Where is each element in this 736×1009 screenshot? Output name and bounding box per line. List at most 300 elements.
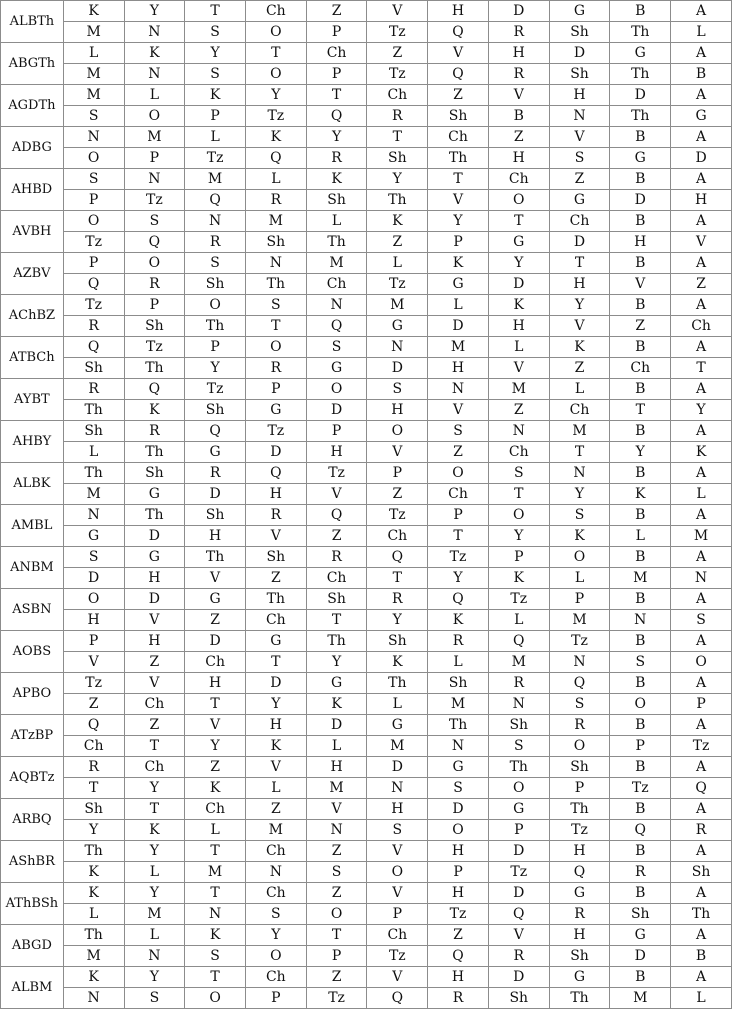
letter-cell: Ch bbox=[124, 757, 185, 778]
letter-cell: Y bbox=[245, 85, 306, 106]
letter-cell: V bbox=[671, 232, 732, 253]
letter-cell: R bbox=[367, 589, 428, 610]
letter-cell: B bbox=[488, 106, 549, 127]
letter-cell: P bbox=[124, 295, 185, 316]
letter-cell: Tz bbox=[63, 232, 124, 253]
letter-cell: D bbox=[367, 358, 428, 379]
letter-cell: T bbox=[245, 652, 306, 673]
letter-cell: A bbox=[671, 463, 732, 484]
letter-cell: Th bbox=[306, 232, 367, 253]
letter-cell: Sh bbox=[306, 190, 367, 211]
letter-cell: G bbox=[549, 967, 610, 988]
row-group-label: APBO bbox=[1, 673, 64, 715]
letter-cell: Th bbox=[63, 463, 124, 484]
letter-cell: S bbox=[63, 106, 124, 127]
letter-cell: G bbox=[124, 484, 185, 505]
letter-cell: Sh bbox=[63, 421, 124, 442]
row-group-label: AVBH bbox=[1, 211, 64, 253]
letter-cell: M bbox=[245, 211, 306, 232]
letter-cell: A bbox=[671, 799, 732, 820]
letter-cell: L bbox=[488, 610, 549, 631]
letter-cell: Z bbox=[63, 694, 124, 715]
letter-cell: A bbox=[671, 421, 732, 442]
letter-cell: K bbox=[306, 169, 367, 190]
letter-cell: O bbox=[306, 904, 367, 925]
letter-cell: V bbox=[428, 400, 489, 421]
letter-cell: L bbox=[306, 211, 367, 232]
letter-cell: O bbox=[306, 379, 367, 400]
letter-cell: R bbox=[488, 946, 549, 967]
letter-cell: Sh bbox=[610, 904, 671, 925]
letter-cell: K bbox=[245, 736, 306, 757]
letter-cell: O bbox=[245, 22, 306, 43]
letter-cell: R bbox=[306, 148, 367, 169]
letter-cell: H bbox=[549, 841, 610, 862]
letter-cell: B bbox=[610, 505, 671, 526]
letter-cell: Th bbox=[306, 631, 367, 652]
table-row bbox=[1, 589, 732, 610]
letter-cell: P bbox=[367, 904, 428, 925]
letter-cell: M bbox=[63, 22, 124, 43]
letter-cell: K bbox=[610, 484, 671, 505]
letter-cell: S bbox=[428, 778, 489, 799]
letter-cell: S bbox=[124, 211, 185, 232]
letter-cell: L bbox=[549, 379, 610, 400]
letter-cell: O bbox=[124, 253, 185, 274]
letter-cell: G bbox=[428, 274, 489, 295]
letter-cell: Th bbox=[124, 358, 185, 379]
letter-cell: Y bbox=[185, 736, 246, 757]
letter-cell: R bbox=[124, 274, 185, 295]
letter-cell: Tz bbox=[306, 463, 367, 484]
letter-cell: Q bbox=[428, 946, 489, 967]
letter-cell: Ch bbox=[671, 316, 732, 337]
letter-cell: O bbox=[488, 778, 549, 799]
letter-cell: V bbox=[367, 442, 428, 463]
letter-cell: S bbox=[306, 862, 367, 883]
letter-cell: B bbox=[610, 127, 671, 148]
letter-cell: Y bbox=[610, 442, 671, 463]
row-group-label: AThBSh bbox=[1, 883, 64, 925]
table-row bbox=[1, 841, 732, 862]
letter-cell: B bbox=[610, 547, 671, 568]
letter-cell: L bbox=[185, 127, 246, 148]
letter-cell: S bbox=[185, 64, 246, 85]
letter-cell: O bbox=[245, 64, 306, 85]
table-row bbox=[1, 946, 732, 967]
letter-cell: O bbox=[549, 736, 610, 757]
letter-cell: G bbox=[428, 757, 489, 778]
letter-cell: Tz bbox=[488, 589, 549, 610]
letter-cell: T bbox=[367, 568, 428, 589]
letter-cell: T bbox=[245, 316, 306, 337]
letter-cell: A bbox=[671, 589, 732, 610]
table-row bbox=[1, 127, 732, 148]
letter-cell: Th bbox=[185, 316, 246, 337]
row-group-label: ALBTh bbox=[1, 1, 64, 43]
letter-cell: G bbox=[367, 715, 428, 736]
letter-cell: R bbox=[367, 106, 428, 127]
letter-cell: Th bbox=[610, 22, 671, 43]
letter-cell: Tz bbox=[488, 862, 549, 883]
letter-cell: Ch bbox=[245, 883, 306, 904]
letter-cell: V bbox=[245, 526, 306, 547]
letter-cell: Y bbox=[124, 778, 185, 799]
letter-cell: Th bbox=[63, 400, 124, 421]
letter-cell: A bbox=[671, 925, 732, 946]
letter-cell: Tz bbox=[610, 778, 671, 799]
letter-cell: R bbox=[185, 463, 246, 484]
letter-cell: H bbox=[306, 442, 367, 463]
letter-cell: Y bbox=[245, 925, 306, 946]
letter-cell: S bbox=[488, 463, 549, 484]
letter-cell: A bbox=[671, 379, 732, 400]
letter-cell: B bbox=[671, 946, 732, 967]
letter-cell: S bbox=[610, 652, 671, 673]
letter-cell: H bbox=[63, 610, 124, 631]
letter-cell: Th bbox=[428, 715, 489, 736]
letter-cell: M bbox=[63, 484, 124, 505]
table-row bbox=[1, 484, 732, 505]
table-row bbox=[1, 148, 732, 169]
letter-cell: P bbox=[306, 22, 367, 43]
table-row bbox=[1, 778, 732, 799]
letter-cell: K bbox=[488, 295, 549, 316]
letter-cell: M bbox=[488, 379, 549, 400]
table-row bbox=[1, 85, 732, 106]
letter-cell: T bbox=[367, 127, 428, 148]
letter-cell: N bbox=[306, 295, 367, 316]
letter-cell: A bbox=[671, 631, 732, 652]
letter-cell: K bbox=[671, 442, 732, 463]
table-row bbox=[1, 211, 732, 232]
letter-cell: Th bbox=[549, 799, 610, 820]
letter-cell: Q bbox=[367, 547, 428, 568]
table-row bbox=[1, 421, 732, 442]
letter-cell: Sh bbox=[367, 148, 428, 169]
letter-cell: A bbox=[671, 85, 732, 106]
letter-cell: K bbox=[63, 967, 124, 988]
letter-cell: Z bbox=[185, 757, 246, 778]
letter-cell: P bbox=[63, 253, 124, 274]
table-row bbox=[1, 568, 732, 589]
letter-cell: Y bbox=[124, 967, 185, 988]
letter-cell: M bbox=[610, 988, 671, 1009]
letter-cell: Y bbox=[367, 169, 428, 190]
letter-cell: S bbox=[245, 295, 306, 316]
letter-cell: B bbox=[610, 631, 671, 652]
letter-cell: T bbox=[245, 43, 306, 64]
letter-cell: Z bbox=[367, 43, 428, 64]
letter-cell: S bbox=[671, 610, 732, 631]
letter-cell: Tz bbox=[367, 22, 428, 43]
table-row bbox=[1, 967, 732, 988]
letter-cell: O bbox=[245, 337, 306, 358]
row-group-label: ADBG bbox=[1, 127, 64, 169]
row-group-label: ATzBP bbox=[1, 715, 64, 757]
letter-cell: L bbox=[367, 694, 428, 715]
letter-cell: Q bbox=[671, 778, 732, 799]
letter-cell: T bbox=[428, 526, 489, 547]
table-row bbox=[1, 694, 732, 715]
letter-cell: H bbox=[428, 358, 489, 379]
letter-cell: N bbox=[549, 106, 610, 127]
letter-cell: T bbox=[306, 925, 367, 946]
letter-cell: M bbox=[306, 778, 367, 799]
letter-cell: R bbox=[488, 64, 549, 85]
letter-cell: Z bbox=[306, 1, 367, 22]
letter-cell: Y bbox=[124, 883, 185, 904]
letter-cell: N bbox=[63, 127, 124, 148]
letter-cell: Tz bbox=[306, 988, 367, 1009]
letter-cell: Q bbox=[367, 988, 428, 1009]
letter-cell: Sh bbox=[367, 631, 428, 652]
letter-cell: Ch bbox=[428, 127, 489, 148]
letter-cell: Z bbox=[428, 85, 489, 106]
letter-cell: L bbox=[671, 22, 732, 43]
letter-cell: P bbox=[306, 946, 367, 967]
letter-cell: S bbox=[428, 421, 489, 442]
row-group-label: AOBS bbox=[1, 631, 64, 673]
letter-cell: H bbox=[185, 673, 246, 694]
letter-cell: A bbox=[671, 841, 732, 862]
letter-cell: K bbox=[367, 652, 428, 673]
letter-cell: P bbox=[488, 547, 549, 568]
letter-cell: V bbox=[245, 757, 306, 778]
table-row bbox=[1, 358, 732, 379]
row-group-label: AQBTz bbox=[1, 757, 64, 799]
letter-cell: Q bbox=[428, 22, 489, 43]
letter-cell: Ch bbox=[245, 841, 306, 862]
letter-cell: G bbox=[610, 925, 671, 946]
letter-cell: G bbox=[306, 358, 367, 379]
letter-cell: Sh bbox=[549, 64, 610, 85]
letter-cell: K bbox=[245, 127, 306, 148]
letter-cell: K bbox=[549, 526, 610, 547]
table-row bbox=[1, 862, 732, 883]
letter-cell: B bbox=[671, 64, 732, 85]
letter-cell: R bbox=[185, 232, 246, 253]
table-row bbox=[1, 169, 732, 190]
letter-cell: S bbox=[549, 148, 610, 169]
letter-cell: T bbox=[306, 85, 367, 106]
letter-cell: Tz bbox=[185, 148, 246, 169]
letter-cell: H bbox=[549, 925, 610, 946]
letter-cell: H bbox=[245, 484, 306, 505]
letter-cell: V bbox=[306, 484, 367, 505]
table-row bbox=[1, 799, 732, 820]
letter-cell: Sh bbox=[428, 673, 489, 694]
letter-cell: P bbox=[367, 463, 428, 484]
letter-cell: P bbox=[610, 736, 671, 757]
letter-cell: D bbox=[367, 757, 428, 778]
letter-cell: B bbox=[610, 295, 671, 316]
letter-cell: H bbox=[488, 316, 549, 337]
letter-cell: Q bbox=[488, 631, 549, 652]
letter-cell: N bbox=[63, 988, 124, 1009]
table-row bbox=[1, 316, 732, 337]
letter-cell: P bbox=[428, 232, 489, 253]
letter-cell: Sh bbox=[185, 400, 246, 421]
row-group-label: AZBV bbox=[1, 253, 64, 295]
letter-cell: Tz bbox=[367, 64, 428, 85]
letter-cell: G bbox=[185, 442, 246, 463]
letter-cell: T bbox=[488, 211, 549, 232]
cipher-table-body bbox=[1, 1, 732, 1009]
letter-cell: O bbox=[185, 295, 246, 316]
letter-cell: R bbox=[488, 673, 549, 694]
letter-cell: S bbox=[306, 337, 367, 358]
letter-cell: Sh bbox=[245, 232, 306, 253]
letter-cell: O bbox=[63, 148, 124, 169]
letter-cell: D bbox=[306, 715, 367, 736]
letter-cell: Q bbox=[245, 148, 306, 169]
letter-cell: Tz bbox=[124, 190, 185, 211]
letter-cell: Z bbox=[367, 232, 428, 253]
letter-cell: Tz bbox=[549, 631, 610, 652]
letter-cell: K bbox=[124, 400, 185, 421]
letter-cell: L bbox=[124, 862, 185, 883]
letter-cell: N bbox=[124, 946, 185, 967]
letter-cell: L bbox=[367, 253, 428, 274]
letter-cell: K bbox=[63, 1, 124, 22]
letter-cell: A bbox=[671, 883, 732, 904]
letter-cell: N bbox=[245, 862, 306, 883]
letter-cell: D bbox=[428, 799, 489, 820]
letter-cell: K bbox=[124, 43, 185, 64]
row-group-label: ATBCh bbox=[1, 337, 64, 379]
letter-cell: M bbox=[185, 862, 246, 883]
letter-cell: R bbox=[245, 505, 306, 526]
letter-cell: M bbox=[610, 568, 671, 589]
letter-cell: H bbox=[367, 799, 428, 820]
letter-cell: D bbox=[549, 232, 610, 253]
letter-cell: Th bbox=[488, 757, 549, 778]
letter-cell: Y bbox=[671, 400, 732, 421]
letter-cell: R bbox=[245, 190, 306, 211]
letter-cell: V bbox=[488, 85, 549, 106]
letter-cell: G bbox=[245, 631, 306, 652]
table-row bbox=[1, 379, 732, 400]
letter-cell: R bbox=[488, 22, 549, 43]
letter-cell: A bbox=[671, 295, 732, 316]
letter-cell: Ch bbox=[185, 652, 246, 673]
letter-cell: K bbox=[488, 568, 549, 589]
letter-cell: P bbox=[549, 589, 610, 610]
letter-cell: B bbox=[610, 715, 671, 736]
letter-cell: Th bbox=[367, 190, 428, 211]
letter-cell: Ch bbox=[245, 610, 306, 631]
letter-cell: N bbox=[185, 904, 246, 925]
letter-cell: O bbox=[671, 652, 732, 673]
letter-cell: Sh bbox=[124, 463, 185, 484]
letter-cell: V bbox=[306, 799, 367, 820]
letter-cell: L bbox=[428, 652, 489, 673]
letter-cell: P bbox=[185, 337, 246, 358]
letter-cell: L bbox=[671, 484, 732, 505]
letter-cell: H bbox=[428, 841, 489, 862]
letter-cell: T bbox=[185, 1, 246, 22]
table-row bbox=[1, 925, 732, 946]
letter-cell: R bbox=[428, 988, 489, 1009]
letter-cell: N bbox=[124, 64, 185, 85]
row-group-label: ALBM bbox=[1, 967, 64, 1009]
letter-cell: H bbox=[245, 715, 306, 736]
letter-cell: A bbox=[671, 253, 732, 274]
letter-cell: Y bbox=[306, 652, 367, 673]
letter-cell: L bbox=[63, 442, 124, 463]
letter-cell: D bbox=[488, 1, 549, 22]
letter-cell: T bbox=[124, 736, 185, 757]
letter-cell: Ch bbox=[245, 967, 306, 988]
letter-cell: A bbox=[671, 547, 732, 568]
letter-cell: Q bbox=[306, 106, 367, 127]
letter-cell: K bbox=[428, 253, 489, 274]
table-row bbox=[1, 547, 732, 568]
letter-cell: Z bbox=[367, 484, 428, 505]
letter-cell: D bbox=[245, 442, 306, 463]
letter-cell: V bbox=[63, 652, 124, 673]
letter-cell: B bbox=[610, 673, 671, 694]
letter-cell: V bbox=[124, 673, 185, 694]
letter-cell: O bbox=[428, 820, 489, 841]
letter-cell: N bbox=[428, 379, 489, 400]
letter-cell: D bbox=[124, 526, 185, 547]
table-row bbox=[1, 43, 732, 64]
letter-cell: O bbox=[488, 505, 549, 526]
letter-cell: Q bbox=[185, 421, 246, 442]
letter-cell: M bbox=[63, 946, 124, 967]
letter-cell: V bbox=[367, 1, 428, 22]
letter-cell: Sh bbox=[428, 106, 489, 127]
letter-cell: Ch bbox=[185, 799, 246, 820]
row-group-label: ANBM bbox=[1, 547, 64, 589]
letter-cell: G bbox=[671, 106, 732, 127]
letter-cell: V bbox=[124, 610, 185, 631]
letter-cell: Ch bbox=[367, 526, 428, 547]
letter-cell: M bbox=[185, 169, 246, 190]
letter-cell: M bbox=[367, 295, 428, 316]
letter-cell: D bbox=[610, 85, 671, 106]
row-group-label: AShBR bbox=[1, 841, 64, 883]
letter-cell: M bbox=[549, 421, 610, 442]
letter-cell: V bbox=[367, 883, 428, 904]
row-group-label: AChBZ bbox=[1, 295, 64, 337]
letter-cell: N bbox=[549, 463, 610, 484]
letter-cell: A bbox=[671, 43, 732, 64]
letter-cell: Sh bbox=[671, 862, 732, 883]
letter-cell: A bbox=[671, 127, 732, 148]
letter-cell: H bbox=[367, 400, 428, 421]
letter-cell: S bbox=[549, 505, 610, 526]
table-row bbox=[1, 1, 732, 22]
letter-cell: G bbox=[610, 148, 671, 169]
letter-cell: Z bbox=[428, 442, 489, 463]
letter-cell: L bbox=[549, 568, 610, 589]
letter-cell: T bbox=[185, 694, 246, 715]
letter-cell: Sh bbox=[306, 589, 367, 610]
letter-cell: Th bbox=[245, 589, 306, 610]
letter-cell: S bbox=[367, 379, 428, 400]
letter-cell: P bbox=[63, 631, 124, 652]
letter-cell: S bbox=[245, 904, 306, 925]
letter-cell: L bbox=[245, 169, 306, 190]
letter-cell: Tz bbox=[549, 820, 610, 841]
letter-cell: T bbox=[488, 484, 549, 505]
letter-cell: T bbox=[185, 883, 246, 904]
letter-cell: K bbox=[185, 925, 246, 946]
letter-cell: D bbox=[185, 484, 246, 505]
